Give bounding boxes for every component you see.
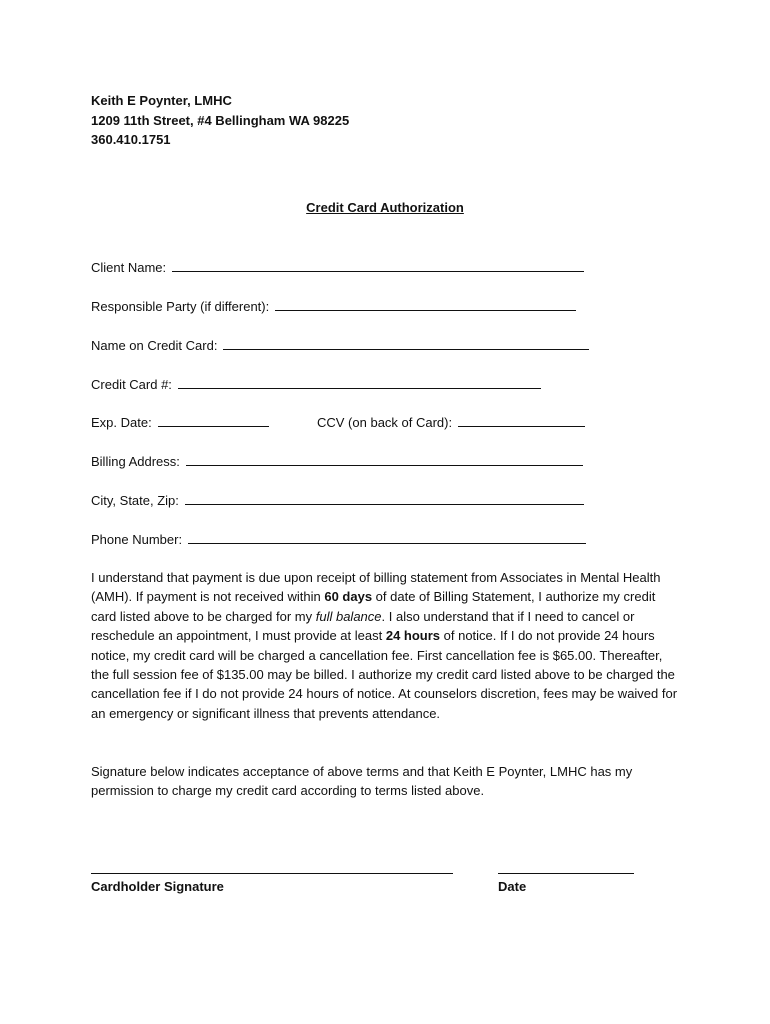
ccv-label: CCV (on back of Card): [317, 415, 453, 430]
date-signature-line[interactable] [498, 873, 634, 874]
name-on-card-input-line[interactable] [223, 336, 589, 350]
responsible-party-input-line[interactable] [275, 297, 576, 311]
client-name-label: Client Name: [91, 260, 167, 275]
billing-address-label: Billing Address: [91, 454, 180, 469]
provider-address: 1209 11th Street, #4 Bellingham WA 98225 [91, 112, 350, 128]
terms-bold-60-days: 60 days [324, 589, 373, 605]
terms-text-3: . I also understand that if I need to cancel or reschedule an appointment, I must provide at least [91, 608, 635, 644]
phone-number-label: Phone Number: [91, 532, 183, 547]
responsible-party-label: Responsible Party (if different): [91, 299, 270, 314]
exp-date-input-line[interactable] [158, 413, 269, 427]
form-title: Credit Card Authorization [306, 200, 464, 215]
cardholder-signature-line[interactable] [91, 873, 453, 874]
billing-address-input-line[interactable] [186, 452, 583, 466]
client-name-input-line[interactable] [172, 258, 584, 272]
card-number-label: Credit Card #: [91, 377, 172, 392]
card-number-input-line[interactable] [178, 375, 541, 389]
card-number-row [91, 375, 541, 393]
phone-number-row [91, 530, 586, 548]
date-label: Date [498, 879, 527, 894]
ccv-row [317, 413, 585, 431]
terms-italic-full-balance: full balance [315, 608, 382, 624]
client-name-row [91, 258, 584, 276]
city-state-zip-row [91, 491, 584, 509]
terms-text-2: of date of Billing Statement, I authorize my credit card listed above to be charged for my [91, 589, 656, 624]
billing-address-row [91, 452, 583, 470]
provider-header [91, 91, 349, 150]
terms-text-1: I understand that payment is due upon receipt of billing statement from Associates in Mental Health (AMH). If payment is not received within [91, 570, 661, 605]
acknowledgement-paragraph: Signature below indicates acceptance of above terms and that Keith E Poynter, LMHC has my permission to charge my credit card according to terms listed above. [91, 764, 633, 799]
terms-bold-24-hours: 24 hours [385, 628, 441, 644]
city-state-zip-input-line[interactable] [185, 491, 584, 505]
payment-terms-paragraph [91, 568, 681, 723]
responsible-party-row [91, 297, 576, 315]
ccv-input-line[interactable] [458, 413, 585, 427]
terms-text-4: of notice. If I do not provide 24 hours notice, my credit card will be charged a cancellation fee. First cancellation fee is $65.00. Thereafter, the full session fee of $135.00 may be billed. I authorize my credit card listed above to be charged the cancellation fee if I do not provide 24 hours of notice. At counselors discretion, fees may be waived for an emergency or significant illness that prevents attendance. [91, 628, 678, 721]
provider-name: Keith E Poynter, LMHC [91, 93, 232, 108]
phone-number-input-line[interactable] [188, 530, 586, 544]
exp-date-label: Exp. Date: [91, 415, 152, 430]
cardholder-signature-label: Cardholder Signature [91, 879, 224, 894]
provider-phone: 360.410.1751 [91, 132, 171, 147]
exp-date-row [91, 413, 269, 431]
name-on-card-label: Name on Credit Card: [91, 338, 218, 353]
city-state-zip-label: City, State, Zip: [91, 493, 179, 508]
name-on-card-row [91, 336, 589, 354]
